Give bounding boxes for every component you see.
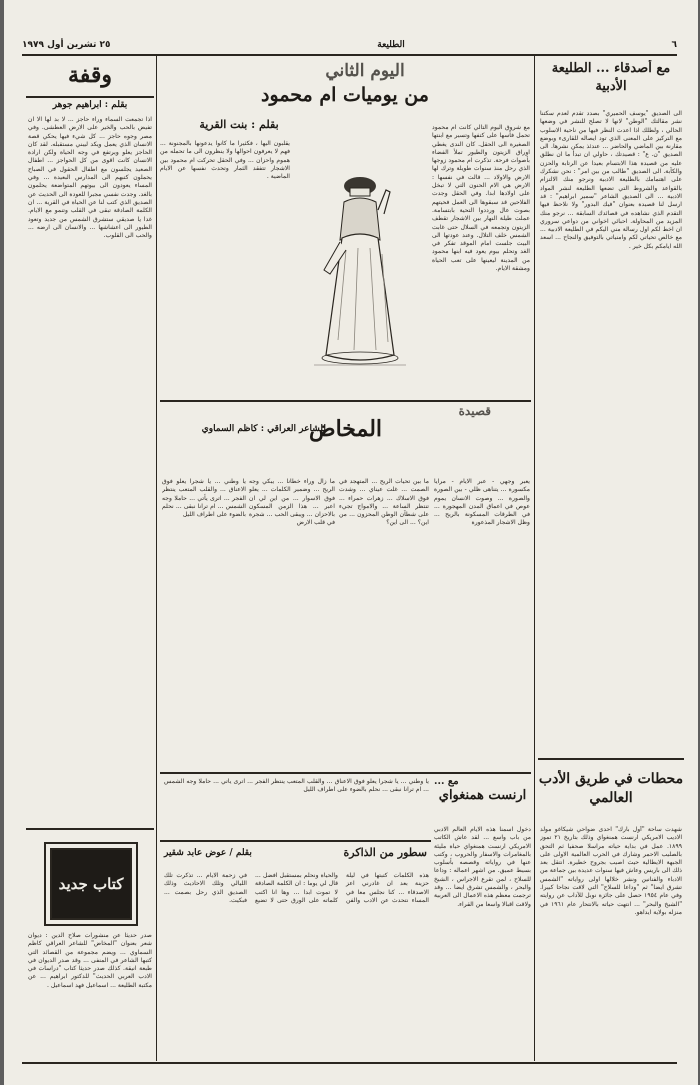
diary-body-left: يقلبون اليها ، فكثيرا ما كانوا يدعونها بالمجنونة ... فهم لا يعرفون احوالها ولا ينظرون الى ما تحمله من هموم واحزان ... وفي الحقل تحركت ام محمود بين الاشجار تتفقد الثمار وتحدث نفسها عن الايام الماضية . (160, 140, 290, 181)
poem-title: المخاض (308, 416, 383, 442)
literary-stations-heading (538, 770, 684, 818)
header-rule (22, 54, 677, 56)
bleed-through-text (334, 14, 484, 36)
poem-stanza-3: ما زال وراء خطانا ... يبكي وجه الريح ... وضمير الكلمات ... يعلو فوق الاسوار ... من اين لي ان اعبر ... هذا الزمن المسكون بالاحزان ... ويبقى الحب ... شجرة في قلب الارض (249, 478, 335, 527)
poem-stanza-2: ما بين تحيات الريح ... المتهجد في الصمت ... غلت عيناي ... وشدت فوق الاسلاك ... زهرات حمراء ... تنتظر الساعة ... والامواج تجيء على شطآن الوطن المحزون ... من اين؟ ... الى اين؟ (339, 478, 429, 527)
poem-heading (160, 402, 531, 450)
poem-label: قصيدة (458, 404, 491, 418)
hemingway-title: ارنست همنغواي (438, 788, 527, 803)
friends-section-title: مع أصدقاء ... الطليعة الأدبية (551, 61, 671, 94)
diary-title-line2: من يوميات ام محمود (261, 84, 429, 106)
middle-continuation-text: يا وطني ... يا شجرا يعلو فوق الاعناق ... والقلب المتعب ينتظر الفجر ... اترى يأتي ... حاملا وجه الشمس ... ام ترانا نبقى ... نحلم بالضوء على اطراف الليل (164, 778, 429, 794)
poem-stanza-4: يا وطني ... يا شجرا يعلو فوق الاعناق ... والقلب المتعب ينتظر الفجر ... اترى يأتي ... حاملا وجه الشمس ... ام ترانا نبقى ... نحلم بالضوء على اطراف الليل (162, 478, 246, 519)
new-book-badge-inner (50, 848, 132, 920)
page-header (22, 38, 677, 52)
pause-heading (26, 60, 154, 100)
pause-title-rule (26, 96, 154, 98)
hemingway-body: دخول اسمنا هذه الايام العالم الادبي من باب واسع ... لقد عاش الكاتب الامريكي ارنست همنغواي حياة مليئة بالمغامرات والاسفار والحروب ، وكتب عنها في رواياته وقصصه بأسلوب بسيط عميق. من اشهر اعماله : وداعا للسلاح ، لمن تقرع الاجراس ، الشيخ والبحر ، والشمس تشرق ايضا ... وقد ترجمت معظم هذه الاعمال الى العربية ولاقت اقبالا واسعا من القراء. (434, 826, 531, 908)
memory-heading (160, 842, 431, 870)
pause-title: وقفة (67, 62, 113, 88)
poem-byline: للشاعر العراقي : كاظم السماوي (201, 424, 326, 434)
hemingway-heading (434, 776, 531, 824)
literary-stations-title: محطات في طريق الأدب العالمي (538, 771, 684, 806)
new-book-body: صدر حديثا عن منشورات صلاح الدين : ديوان شعر بعنوان "المخاض" للشاعر العراقي كاظم السماوي ... ويضم مجموعة من القصائد التي كتبها الشاعر في المنفى ... وقد صدر الديوان في طبعة انيقة. كذلك صدر حديثا كتاب "دراسات في الادب العربي الحديث" للدكتور ابراهيم ... عن مكتبة الطليعة ... اسماعيل فهد اسماعيل . (28, 932, 152, 989)
friends-section-heading (538, 60, 684, 116)
pause-byline: بقلم : ابراهيم جوهر (52, 100, 128, 110)
header-date: ٢٥ تشرين أول ١٩٧٩ (22, 40, 111, 50)
woman-carrying-jar-illustration (294, 150, 424, 375)
poem-stanza-1: يعبر وجهي - عبر الايام - مرايا مكسورة ... يتناهى ظلي - بين الصورة والصورة ... وصوت الانسان يموم عوص في اعماق المدن المهجورة ... في الطرقات المسكونة بالريح ... وظل الاشجار المذعورة (434, 478, 530, 527)
new-book-label: كتاب جديد (58, 874, 124, 893)
diary-body-right: مع شروق اليوم التالي كانت ام محمود تحمل فأسها على كتفها وتسير مع ابنتها الصغيرة الى الحقل. كان الندى يغطي اوراق الزيتون والطيور تملأ الفضاء بأصوات فرحة. تذكرت ام محمود زوجها الذي رحل منذ سنوات طويلة وترك لها الارض والاولاد ... قالت في نفسها : الارض هي الام الحنون التي لا تبخل على اولادها ابدا. وفي الحقل وجدت الفلاحين قد سبقوها الى العمل فحيتهم بصوت عال ورددوا التحية بابتسامة. عملت طيلة النهار بين الاشجار تقطف الزيتون وتجمعه في السلال حتى غابت الشمس خلف التلال. وعند عودتها الى البيت جلست امام الموقد تفكر في الغد وتحلم بيوم يعود فيه ابنها محمود من المدينة ليعينها على تعب الحياة ومشقة الايام. (432, 124, 530, 273)
diary-title-line1: اليوم الثاني (325, 61, 405, 81)
column-rule-right (534, 56, 535, 1061)
pause-body: اذا تجمعت السماء وراء حاجز ... لا بد لها الا ان تفيض بالحب والخير على الارض العطشى. وفي مصر وجوه حاجز ... كل شيء فيها يحكي قصة الانسان الذي يعمل ويكد ليبني مستقبله. لقد كان الحاجز يعلو ويرتفع في وجه الحياة ولكن ارادة الانسان كانت اقوى من كل الحواجز ... اطفال الصعيد يجلسون مع اطفال الحقول في الصباح يحملون كتبهم الى المدارس البعيدة ... وفي المساء يعودون الى بيوتهم المتواضعة يحلمون بالغد. وجدت نفسي مجبرا للعودة الى الحديث عن الصديق الذي كتب لنا عن الحياة في القرية ... ان الكلمة الصادقة تبقى في القلب وتنمو مع الايام. غدا يا صديقي ستشرق الشمس من جديد وتعود الطيور الى اعشاشها ... والانسان الى ارضه ... والحب الى القلوب. (28, 116, 152, 240)
page-number: ٦ (671, 40, 677, 50)
memory-body: هذه الكلمات كتبتها في ليلة حزينة بعد ان غادرني اعز الاصدقاء ... كنا نجلس معا في المساء نتحدث عن الادب والفن والحياة ونحلم بمستقبل افضل ... قال لي يوما : ان الكلمة الصادقة لا تموت ابدا ... وها انا اكتب كلماته على الورق حتى لا تضيع في زحمة الايام ... تذكرت تلك الليالي وتلك الاحاديث وذلك الصديق الذي رحل بصمت ... فبكيت. (164, 872, 429, 904)
diary-byline: بقلم : بنت القرية (199, 118, 279, 131)
memory-byline: بقلم / عوض عابد شقير (164, 848, 252, 858)
header-title: الطليعة (377, 40, 405, 50)
diary-heading (160, 60, 530, 122)
friends-section-body: الى الصديق "يوسف الحميري" بصدد تقدم لعدم سكتنا نشر مقالتك "الوطن" لانها لا تصلح للنشر في وضعها الحالي ، ولطلك اذا اعدت النظر فيها من ناحية الاسلوب مع التركيز على المعنى الذي تود ايصاله للقارىء وبوضع مقارنة بين الماضي والحاضر ... عندئذ يمكن نشرها. الى الصديق "ن. ع" : قصيدتك ، حاولي ان تبدأ ما ان نطلق عليه من قصيدة هذا الابتسام بعيدا عن الرتابة والحزن والكآبة. الى الصديق "طالب من بين امر" : نحن نشكرك على اهتمامك بالطليعة الادبية ونرجو منك الالتزام بالقواعد والشروط التي تضعها الطليعة لنشر المواد الادبية ... الى الصديق الشاعر "سمير ابراهيم" : قد ارسل لنا قصيدة بعنوان "فيك البدور" ولا نلاحظ فيها التقدم الذي نشاهده في قصائدك السابقة ... نرجو منك المزيد من المحاولة. احبائي اخواني من دواعي سروري ان اخط لكم اول رسالة مني اليكم في الطليعة الادبية ... مع خالص تحياتي لكم وامنياتي بالتوفيق والنجاح ... اسعد الله ايامكم بكل خير . (540, 110, 682, 250)
literary-stations-body: شهدت ساحة "أول بارك" احدى ضواحي شيكاغو مولد الاديب الامريكي ارنست همنغواي وذلك بتاريخ ٢١ تموز ١٨٩٩. عمل في بداية حياته مراسلا صحفيا ثم التحق بالصليب الاحمر وشارك في الحرب العالمية الاولى على الجبهة الايطالية حيث اصيب بجروح خطيرة. انتقل بعد ذلك الى باريس وعاش فيها سنوات عديدة بين جماعة من الادباء والفنانين ونشر خلالها اولى رواياته "الشمس تشرق ايضا" ثم "وداعا للسلاح" التي لاقت نجاحا كبيرا. وفي عام ١٩٥٤ حصل على جائزة نوبل للآداب عن روايته "الشيخ والبحر" ... انتهت حياته بالانتحار عام ١٩٦١ في منزله بولاية ايداهو. (540, 826, 682, 916)
newspaper-page (4, 0, 698, 1085)
column-rule-left (156, 56, 157, 1061)
section-rule (160, 772, 531, 774)
hemingway-title-small: مع ... (434, 776, 459, 787)
section-rule (538, 758, 684, 760)
memory-title: سطور من الذاكرة (343, 846, 427, 859)
footer-rule (22, 1062, 677, 1064)
new-book-badge (44, 842, 138, 926)
section-rule (26, 828, 154, 830)
